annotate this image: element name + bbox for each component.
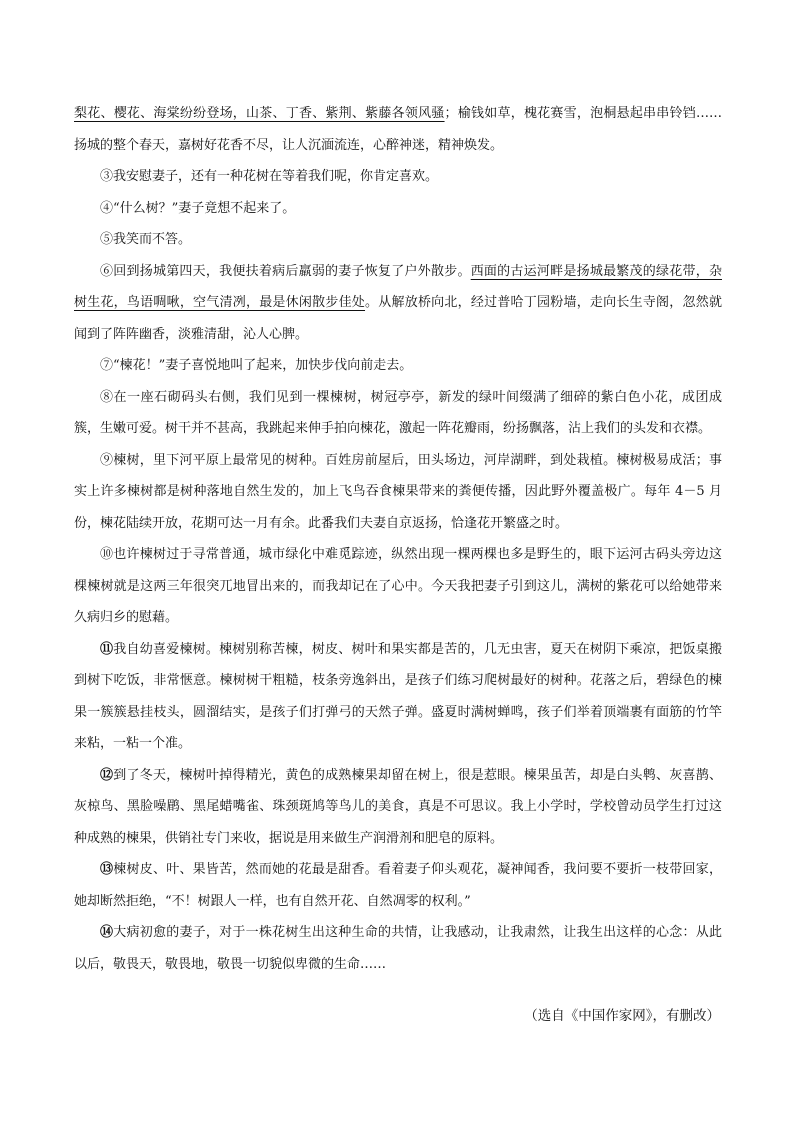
paragraph-number: ⑬: [100, 862, 114, 877]
paragraph-text: 大病初愈的妻子，对于一株花树生出这种生命的共情，让我感动，让我肃然，让我生出这样的心念：从此以后，敬畏天，敬畏地，敬畏一切貌似卑微的生命……: [74, 925, 722, 972]
essay-body: [74, 98, 722, 980]
underlined-sentence: 西面的古运河畔是扬城最繁茂的绿花带，杂树生花，鸟语啁啾，空气清冽，最是休闲散步佳处: [74, 263, 722, 310]
paragraph-text: 。从解放桥向北，经过普哈丁园粉墙，走向长生寺阁，忽然就闻到了阵阵幽香，淡雅清甜，沁人心脾。: [74, 295, 722, 342]
paragraph-3: ③我安慰妻子，还有一种花树在等着我们呢，你肯定喜欢。: [100, 169, 439, 184]
paragraph-text: ；榆钱如草，槐花赛雪，泡桐悬起串串铃铛……扬城的整个春天，嘉树好花香不尽，让人沉湎流连，心醉神迷，精神焕发。: [74, 106, 722, 153]
paragraph-8: ⑧在一座石砌码头右侧，我们见到一棵楝树，树冠亭亭，新发的绿叶间缀满了细碎的紫白色小花，成团成簇，生嫩可爱。树干并不甚高，我跳起来伸手拍向楝花，激起一阵花瓣雨，纷扬飘落，沾上我们的头发和衣襟。: [74, 389, 722, 436]
paragraph-10: ⑩也许楝树过于寻常普通，城市绿化中难觅踪迹，纵然出现一棵两棵也多是野生的，眼下运河古码头旁边这棵楝树就是这两三年很突兀地冒出来的，而我却记在了心中。今天我把妻子引到这儿，满树的紫花可以给她带来久病归乡的慰藉。: [74, 547, 722, 625]
paragraph-13: [74, 854, 722, 917]
paragraph-14: [74, 917, 722, 980]
source-citation: （选自《中国作家网》，有删改）: [524, 1008, 720, 1023]
paragraph-number: ⑫: [100, 767, 114, 783]
paragraph-11: [74, 634, 722, 760]
paragraph-12: [74, 760, 722, 855]
paragraph-5: ⑤我笑而不答。: [100, 232, 192, 247]
paragraph-text: 到了冬天，楝树叶掉得精光，黄色的成熟楝果却留在树上，很是惹眼。楝果虽苦，却是白头鹎、灰喜鹊、灰椋鸟、黑脸噪鹛、黑尾蜡嘴雀、珠颈斑鸠等鸟儿的美食，真是不可思议。我上小学时，学校曾动员学生打过这种成熟的楝果，供销社专门来收，据说是用来做生产润滑剂和肥皂的原料。: [74, 767, 722, 846]
paragraph-continuation: [74, 98, 722, 161]
paragraph-number: ⑭: [100, 925, 114, 940]
underlined-sentence: 梨花、樱花、海棠纷纷登场，山茶、丁香、紫荆、紫藤各领风骚: [74, 106, 445, 121]
paragraph-9: ⑨楝树，里下河平原上最常见的树种。百姓房前屋后，田头场边，河岸湖畔，到处栽植。楝树极易成活；事实上许多楝树都是树种落地自然生发的，加上飞鸟吞食楝果带来的粪便传播，因此野外覆盖极广。每年 4－5 月份，楝花陆续开放，花期可达一月有余。此番我们夫妻自京返扬，恰逢花开繁盛之时。: [74, 452, 722, 531]
paragraph-7: ⑦“楝花！”妻子喜悦地叫了起来，加快步伐向前走去。: [100, 358, 413, 373]
paragraph-text: ⑥回到扬城第四天，我便扶着病后羸弱的妻子恢复了户外散步。: [100, 263, 471, 279]
paragraph-6: [74, 256, 722, 351]
paragraph-text: 楝树皮、叶、果皆苦，然而她的花最是甜香。看着妻子仰头观花，凝神闻香，我问要不要折一枝带回家，她却断然拒绝，“不！树跟人一样，也有自然开花、自然凋零的权利。”: [74, 862, 722, 909]
paragraph-number: ⑪: [100, 641, 114, 657]
paragraph-text: 我自幼喜爱楝树。楝树别称苦楝，树皮、树叶和果实都是苦的，几无虫害，夏天在树阴下乘凉，把饭桌搬到树下吃饭，非常惬意。楝树树干粗糙，枝条旁逸斜出，是孩子们练习爬树最好的树种。花落之后，碧绿色的楝果一簇簇悬挂枝头，圆溜结实，是孩子们打弹弓的天然子弹。盛夏时满树蝉鸣，孩子们举着顶端裹有面筋的竹竿来粘，一粘一个准。: [74, 641, 722, 751]
paragraph-4: ④“什么树？”妻子竟想不起来了。: [100, 200, 296, 216]
